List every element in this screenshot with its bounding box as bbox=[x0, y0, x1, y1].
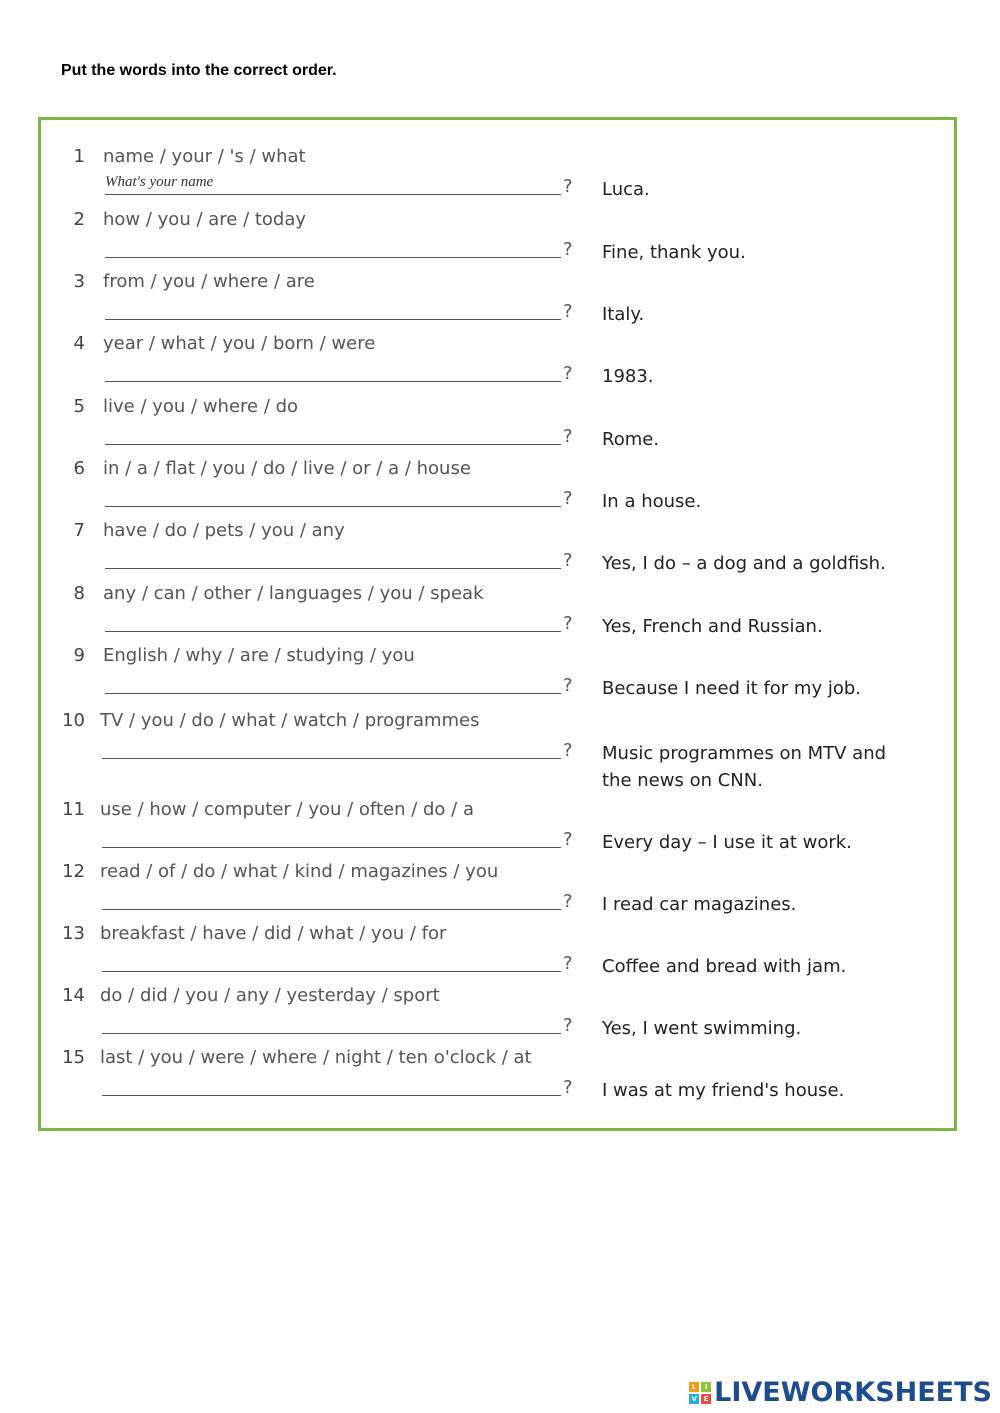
item-prompt: English / why / are / studying / you bbox=[103, 645, 415, 666]
item-reply: I was at my friend's house. bbox=[602, 1080, 845, 1101]
item-number: 12 bbox=[62, 861, 85, 882]
item-prompt: use / how / computer / you / often / do / a bbox=[100, 799, 474, 820]
question-mark: ? bbox=[563, 1077, 573, 1098]
question-mark: ? bbox=[563, 239, 573, 260]
answer-line bbox=[105, 444, 561, 445]
question-mark: ? bbox=[563, 550, 573, 571]
question-mark: ? bbox=[563, 301, 573, 322]
answer-input[interactable] bbox=[105, 484, 560, 504]
logo-text: LIVEWORKSHEETS bbox=[714, 1377, 992, 1408]
item-prompt: last / you / were / where / night / ten o'clock / at bbox=[100, 1047, 532, 1068]
item-reply: In a house. bbox=[602, 491, 702, 512]
item-number: 5 bbox=[73, 396, 85, 417]
item-prompt: breakfast / have / did / what / you / for bbox=[100, 923, 447, 944]
answer-input[interactable] bbox=[105, 609, 560, 629]
answer-line bbox=[105, 506, 561, 507]
exercise-frame bbox=[38, 117, 957, 1131]
item-reply: I read car magazines. bbox=[602, 894, 797, 915]
answer-input[interactable] bbox=[102, 949, 560, 969]
answer-line bbox=[102, 1095, 561, 1096]
question-mark: ? bbox=[563, 953, 573, 974]
question-mark: ? bbox=[563, 363, 573, 384]
answer-input[interactable] bbox=[105, 422, 560, 442]
item-reply: Yes, French and Russian. bbox=[602, 616, 823, 637]
item-prompt: read / of / do / what / kind / magazines / you bbox=[100, 861, 499, 882]
item-prompt: from / you / where / are bbox=[103, 271, 315, 292]
answer-line bbox=[102, 847, 561, 848]
item-reply: Luca. bbox=[602, 179, 650, 200]
item-number: 13 bbox=[62, 923, 85, 944]
item-number: 3 bbox=[73, 271, 85, 292]
answer-input[interactable] bbox=[105, 297, 560, 317]
question-mark: ? bbox=[563, 426, 573, 447]
answer-line bbox=[105, 381, 561, 382]
item-prompt: have / do / pets / you / any bbox=[103, 520, 345, 541]
item-number: 1 bbox=[73, 146, 85, 167]
question-mark: ? bbox=[563, 1015, 573, 1036]
answer-line bbox=[102, 1033, 561, 1034]
answer-input[interactable] bbox=[105, 235, 560, 255]
question-mark: ? bbox=[563, 829, 573, 850]
item-number: 4 bbox=[73, 333, 85, 354]
item-prompt: in / a / flat / you / do / live / or / a / house bbox=[103, 458, 471, 479]
answer-input[interactable] bbox=[105, 671, 560, 691]
answer-line bbox=[102, 758, 561, 759]
item-number: 14 bbox=[62, 985, 85, 1006]
item-number: 8 bbox=[73, 583, 85, 604]
instruction-text: Put the words into the correct order. bbox=[61, 62, 337, 79]
question-mark: ? bbox=[563, 675, 573, 696]
item-reply: Rome. bbox=[602, 429, 660, 450]
answer-input[interactable] bbox=[102, 887, 560, 907]
answer-line bbox=[102, 971, 561, 972]
item-number: 9 bbox=[73, 645, 85, 666]
answer-line bbox=[102, 909, 561, 910]
answer-input[interactable] bbox=[105, 546, 560, 566]
answer-input[interactable] bbox=[102, 1073, 560, 1093]
item-number: 10 bbox=[62, 710, 85, 731]
item-prompt: any / can / other / languages / you / speak bbox=[103, 583, 484, 604]
item-reply: Every day – I use it at work. bbox=[602, 832, 852, 853]
question-mark: ? bbox=[563, 488, 573, 509]
item-reply: Yes, I went swimming. bbox=[602, 1018, 802, 1039]
question-mark: ? bbox=[563, 613, 573, 634]
item-reply: 1983. bbox=[602, 366, 654, 387]
item-reply: Fine, thank you. bbox=[602, 242, 746, 263]
item-number: 11 bbox=[62, 799, 85, 820]
item-number: 15 bbox=[62, 1047, 85, 1068]
item-number: 7 bbox=[73, 520, 85, 541]
item-prompt: name / your / 's / what bbox=[103, 146, 306, 167]
item-prompt: do / did / you / any / yesterday / sport bbox=[100, 985, 440, 1006]
item-reply: Coffee and bread with jam. bbox=[602, 956, 847, 977]
answer-input[interactable] bbox=[105, 359, 560, 379]
item-number: 2 bbox=[73, 209, 85, 230]
answer-input[interactable] bbox=[102, 736, 560, 756]
item-prompt: TV / you / do / what / watch / programmes bbox=[100, 710, 480, 731]
answer-line bbox=[105, 631, 561, 632]
answer-line bbox=[105, 568, 561, 569]
answer-line bbox=[105, 319, 561, 320]
answer-line bbox=[105, 257, 561, 258]
answer-line bbox=[105, 194, 561, 195]
liveworksheets-logo bbox=[689, 1377, 992, 1408]
item-reply: Yes, I do – a dog and a goldfish. bbox=[602, 553, 886, 574]
answer-input[interactable] bbox=[102, 1011, 560, 1031]
item-prompt: year / what / you / born / were bbox=[103, 333, 376, 354]
logo-cubes-icon: L I V E bbox=[689, 1382, 711, 1404]
item-number: 6 bbox=[73, 458, 85, 479]
item-reply: Italy. bbox=[602, 304, 645, 325]
answer-input[interactable] bbox=[105, 172, 560, 192]
item-prompt: live / you / where / do bbox=[103, 396, 299, 417]
item-reply: Because I need it for my job. bbox=[602, 678, 861, 699]
item-reply: Music programmes on MTV and the news on CNN. bbox=[602, 743, 887, 791]
item-prompt: how / you / are / today bbox=[103, 209, 307, 230]
answer-input[interactable] bbox=[102, 825, 560, 845]
question-mark: ? bbox=[563, 176, 573, 197]
question-mark: ? bbox=[563, 891, 573, 912]
answer-line bbox=[105, 693, 561, 694]
question-mark: ? bbox=[563, 740, 573, 761]
